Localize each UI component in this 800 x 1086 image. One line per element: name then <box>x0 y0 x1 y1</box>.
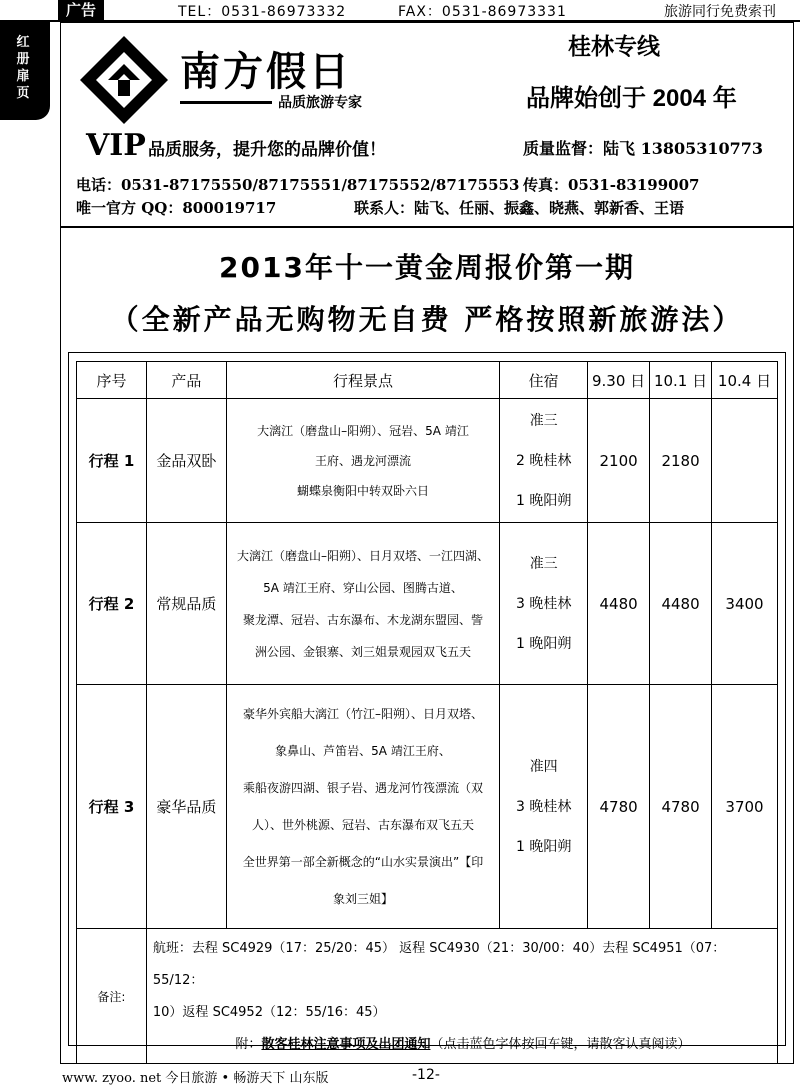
notice-line <box>153 1029 773 1061</box>
side-tab <box>0 22 50 120</box>
row-seq: 行程 1 <box>77 399 147 523</box>
header-divider <box>60 226 794 228</box>
col-header-route: 行程景点 <box>226 362 500 399</box>
route-line: 乘船夜游四湖、银子岩、遇龙河竹筏漂流（双 <box>243 780 484 795</box>
route-line: 王府、遇龙河漂流 <box>315 453 412 468</box>
remarks-row <box>77 929 778 1064</box>
top-tel: TEL：0531-86973332 <box>178 4 347 20</box>
table-header-row <box>77 362 778 399</box>
price-104 <box>712 399 778 523</box>
row-product: 金品双卧 <box>146 399 226 523</box>
vip-label: VIP <box>86 128 146 163</box>
table-row <box>77 685 778 929</box>
route-line: 蝴蝶泉衡阳中转双卧六日 <box>297 483 430 498</box>
remarks-content <box>146 929 777 1064</box>
phone-numbers: 电话：0531-87175550/87175551/87175552/87175553 <box>76 176 520 194</box>
flight-info-line: 10）返程 SC4952（12：55/16：45） <box>152 1005 386 1020</box>
row-seq: 行程 2 <box>77 523 147 685</box>
col-header-seq: 序号 <box>77 362 147 399</box>
brand-name: 南方假日 <box>180 48 352 95</box>
row-product: 豪华品质 <box>146 685 226 929</box>
row-route <box>226 685 500 929</box>
row-seq: 行程 3 <box>77 685 147 929</box>
price-table <box>76 361 778 1064</box>
top-index-label: 旅游同行免费索刊 <box>664 4 776 20</box>
stay-line: 1 晚阳朔 <box>516 492 572 509</box>
route-line: 全世界第一部全新概念的“山水实景演出”【印 <box>242 854 484 869</box>
col-header-930: 9.30 日 <box>588 362 650 399</box>
stay-line: 准三 <box>529 412 558 429</box>
quality-supervisor: 质量监督：陆飞 13805310773 <box>523 139 764 158</box>
col-header-stay: 住宿 <box>500 362 588 399</box>
stay-line: 1 晚阳朔 <box>516 635 572 652</box>
footer-site: www. zyoo. net 今日旅游 • 畅游天下 山东版 <box>62 1071 329 1086</box>
official-qq: 唯一官方 QQ：800019717 <box>76 199 277 217</box>
price-930: 4780 <box>588 685 650 929</box>
price-101: 4780 <box>650 685 712 929</box>
stay-line: 2 晚桂林 <box>516 452 572 469</box>
route-line: 象鼻山、芦笛岩、5A 靖江王府、 <box>275 743 451 758</box>
route-line: 洲公园、金银寨、刘三姐景观园双飞五天 <box>255 644 472 659</box>
col-header-product: 产品 <box>146 362 226 399</box>
price-104: 3400 <box>712 523 778 685</box>
stay-line: 准四 <box>529 758 558 775</box>
slogan: 品质服务，提升您的品牌价值！ <box>148 140 386 160</box>
page-subtitle: （全新产品无购物无自费 严格按照新旅游法） <box>110 303 744 336</box>
fax-number: 传真：0531-83199007 <box>523 176 700 194</box>
route-line: 象刘三姐】 <box>333 891 394 906</box>
stay-line: 1 晚阳朔 <box>516 838 572 855</box>
row-stay <box>500 523 588 685</box>
price-104: 3700 <box>712 685 778 929</box>
notice-prefix: 附： <box>235 1037 262 1052</box>
remarks-label: 备注: <box>77 929 147 1064</box>
route-line: 豪华外宾船大漓江（竹江–阳朔）、日月双塔、 <box>243 706 484 721</box>
route-line: 人）、世外桃源、冠岩、古东瀑布双飞五天 <box>252 817 475 832</box>
notice-rest: （点击蓝色字体按回车键，请散客认真阅读） <box>430 1037 691 1052</box>
route-line: 大漓江（磨盘山–阳朔）、日月双塔、一江四湖、 <box>237 548 490 563</box>
row-stay <box>500 399 588 523</box>
col-header-104: 10.4 日 <box>712 362 778 399</box>
side-tab-label: 红册扉页 <box>16 35 30 101</box>
route-line: 聚龙潭、冠岩、古东瀑布、木龙湖东盟园、訾 <box>243 612 484 627</box>
brand-logo-icon <box>78 34 170 126</box>
price-930: 4480 <box>588 523 650 685</box>
page-title: 2013年十一黄金周报价第一期 <box>219 251 635 284</box>
brand-since: 品牌始创于 2004 年 <box>526 85 737 112</box>
row-stay <box>500 685 588 929</box>
col-header-101: 10.1 日 <box>650 362 712 399</box>
stay-line: 3 晚桂林 <box>516 595 572 612</box>
contact-persons: 联系人：陆飞、任丽、振鑫、晓燕、郭新香、王语 <box>354 199 685 217</box>
flight-info-line: 航班：去程 SC4929（17：25/20：45） 返程 SC4930（21：30/00：40）去程 SC4951（07：55/12： <box>152 941 726 988</box>
price-101: 2180 <box>650 399 712 523</box>
table-row <box>77 399 778 523</box>
route-line: 大漓江（磨盘山–阳朔）、冠岩、5A 靖江 <box>257 423 469 438</box>
brand-divider <box>180 101 272 104</box>
brand-tagline: 品质旅游专家 <box>278 95 362 111</box>
price-930: 2100 <box>588 399 650 523</box>
route-line: 5A 靖江王府、穿山公园、图腾古道、 <box>263 580 463 595</box>
notice-link[interactable]: 散客桂林注意事项及出团通知 <box>261 1037 431 1052</box>
top-fax: FAX：0531-86973331 <box>398 4 567 20</box>
row-product: 常规品质 <box>146 523 226 685</box>
ad-tag: 广告 <box>58 0 104 20</box>
table-row <box>77 523 778 685</box>
row-route <box>226 399 500 523</box>
page-number: -12- <box>412 1067 440 1083</box>
price-101: 4480 <box>650 523 712 685</box>
line-name: 桂林专线 <box>568 34 660 60</box>
stay-line: 3 晚桂林 <box>516 798 572 815</box>
stay-line: 准三 <box>529 555 558 572</box>
row-route <box>226 523 500 685</box>
